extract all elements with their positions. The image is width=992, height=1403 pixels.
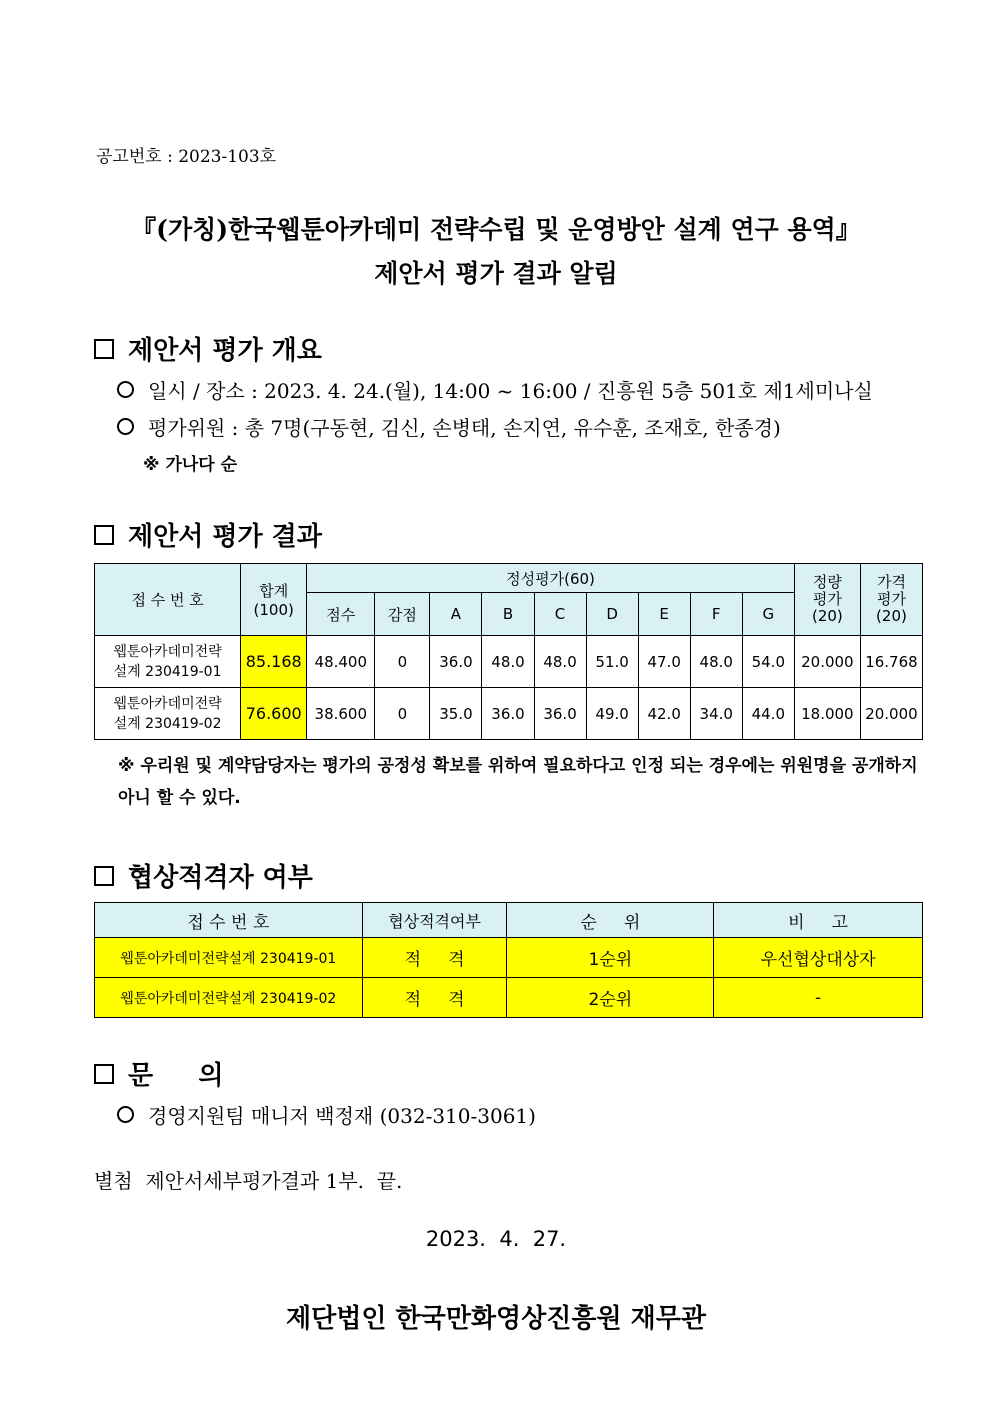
d-cell: 49.0 (586, 688, 638, 740)
enclosure-line: 별첨 제안서세부평가결과 1부. 끝. (94, 1169, 403, 1193)
disclosure-footnote: ※ 우리원 및 계약담당자는 평가의 공정성 확보를 위하여 필요하다고 인정 되는 경우에는 위원명을 공개하지 아니 할 수 있다. (118, 756, 918, 808)
table-row (95, 688, 923, 740)
checkbox-square-icon (94, 1064, 114, 1084)
overview-item-committee (117, 412, 781, 441)
header-b: B (482, 593, 534, 636)
e-cell: 42.0 (638, 688, 690, 740)
eligibility-table (94, 902, 923, 1018)
price-cell: 20.000 (860, 688, 922, 740)
eligibility-cell: 적 격 (362, 938, 507, 978)
section-eligibility-title: 협상적격자 여부 (128, 863, 313, 893)
document-title: 『(가칭)한국웹툰아카데미 전략수립 및 운영방안 설계 연구 용역』 (131, 215, 861, 244)
section-inquiry-title: 문 의 (128, 1061, 224, 1091)
header-score: 점수 (307, 593, 375, 636)
b-cell: 36.0 (482, 688, 534, 740)
total-cell: 85.168 (241, 636, 307, 688)
header-d: D (586, 593, 638, 636)
checkbox-square-icon (94, 339, 114, 359)
header-total: 합계 (100) (241, 564, 307, 636)
d-cell: 51.0 (586, 636, 638, 688)
alphabetical-note: ※ 가나다 순 (143, 455, 238, 475)
header-a: A (430, 593, 482, 636)
remarks-cell: 우선협상대상자 (714, 938, 923, 978)
inquiry-contact-text: 경영지원팀 매니저 백정재 (032-310-3061) (148, 1104, 536, 1128)
header-receipt-number: 접 수 번 호 (95, 903, 363, 938)
e-cell: 47.0 (638, 636, 690, 688)
quant-cell: 18.000 (794, 688, 860, 740)
header-eligibility: 협상적격여부 (362, 903, 507, 938)
deduction-cell: 0 (375, 688, 430, 740)
c-cell: 48.0 (534, 636, 586, 688)
eligibility-cell: 적 격 (362, 978, 507, 1018)
header-rank: 순 위 (507, 903, 714, 938)
table-row (95, 938, 923, 978)
document-date: 2023. 4. 27. (425, 1227, 567, 1251)
overview-item-date-text: 일시 / 장소 : 2023. 4. 24.(월), 14:00 ~ 16:00 / 진흥원 5층 501호 제1세미나실 (148, 379, 873, 403)
g-cell: 44.0 (742, 688, 794, 740)
score-cell: 38.600 (307, 688, 375, 740)
header-qualitative: 정성평가(60) (307, 564, 795, 593)
rank-cell: 2순위 (507, 978, 714, 1018)
receipt-number-cell: 웹툰아카데미전략설계 230419-02 (95, 978, 363, 1018)
price-cell: 16.768 (860, 636, 922, 688)
header-c: C (534, 593, 586, 636)
header-deduction: 감점 (375, 593, 430, 636)
checkbox-square-icon (94, 866, 114, 886)
section-inquiry-heading (94, 1055, 224, 1092)
quant-cell: 20.000 (794, 636, 860, 688)
rank-cell: 1순위 (507, 938, 714, 978)
b-cell: 48.0 (482, 636, 534, 688)
table-row (95, 978, 923, 1018)
f-cell: 34.0 (690, 688, 742, 740)
section-eligibility-heading (94, 857, 313, 894)
evaluation-results-table (94, 563, 923, 740)
overview-item-date (117, 375, 873, 404)
inquiry-contact (117, 1100, 536, 1129)
remarks-cell: - (714, 978, 923, 1018)
circle-bullet-icon (117, 381, 134, 398)
header-f: F (690, 593, 742, 636)
header-quantitative: 정량 평가 (20) (794, 564, 860, 636)
header-price: 가격 평가 (20) (860, 564, 922, 636)
circle-bullet-icon (117, 1106, 134, 1123)
overview-item-committee-text: 평가위원 : 총 7명(구동현, 김신, 손병태, 손지연, 유수훈, 조재호, 한종경) (148, 416, 781, 440)
header-remarks: 비 고 (714, 903, 923, 938)
section-results-heading (94, 516, 322, 553)
g-cell: 54.0 (742, 636, 794, 688)
circle-bullet-icon (117, 418, 134, 435)
header-e: E (638, 593, 690, 636)
score-cell: 48.400 (307, 636, 375, 688)
receipt-number-cell: 웹툰아카데미전략설계 230419-01 (95, 938, 363, 978)
a-cell: 36.0 (430, 636, 482, 688)
a-cell: 35.0 (430, 688, 482, 740)
section-overview-heading (94, 330, 322, 367)
section-results-title: 제안서 평가 결과 (128, 522, 322, 552)
section-overview-title: 제안서 평가 개요 (128, 336, 322, 366)
f-cell: 48.0 (690, 636, 742, 688)
receipt-cell: 웹툰아카데미전략 설계 230419-02 (95, 688, 241, 740)
total-cell: 76.600 (241, 688, 307, 740)
table-row (95, 636, 923, 688)
c-cell: 36.0 (534, 688, 586, 740)
notice-number: 공고번호 : 2023-103호 (96, 147, 277, 167)
deduction-cell: 0 (375, 636, 430, 688)
header-g: G (742, 593, 794, 636)
checkbox-square-icon (94, 525, 114, 545)
header-receipt: 접 수 번 호 (95, 564, 241, 636)
receipt-cell: 웹툰아카데미전략 설계 230419-01 (95, 636, 241, 688)
signer: 제단법인 한국만화영상진흥원 재무관 (286, 1304, 706, 1334)
document-subtitle: 제안서 평가 결과 알림 (374, 259, 618, 288)
